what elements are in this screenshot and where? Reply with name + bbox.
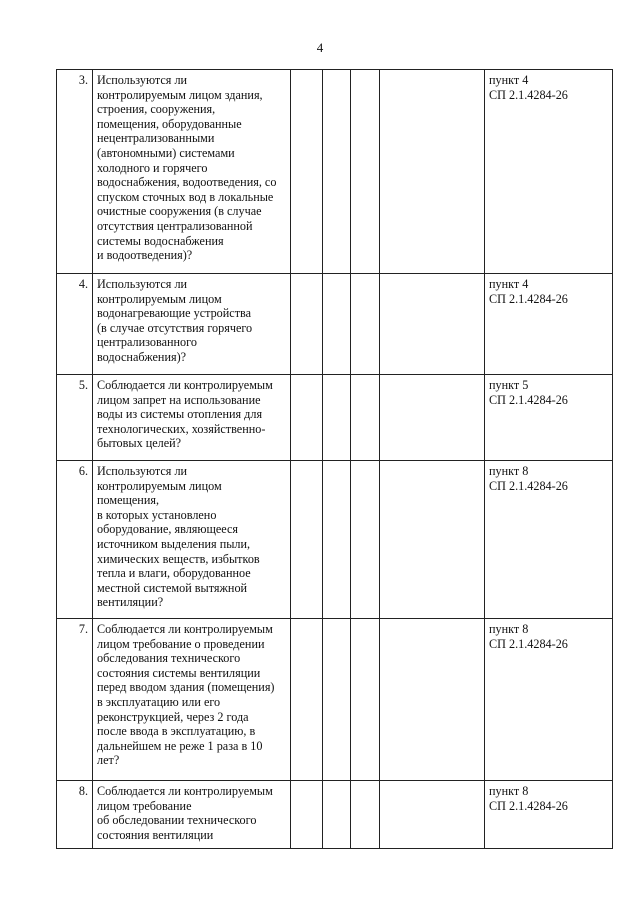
answer-cell-yes [291,274,323,375]
answer-cell-na [351,781,380,849]
comment-cell [380,375,485,461]
question-text: Используются ли контролируемым лицом помещения, в которых установлено оборудование, являющееся источником выделения пыли, химических веществ, избытков тепла и влаги, оборудованное местной системой вытяжной вентиляции? [93,461,291,619]
row-number: 6. [57,461,93,619]
answer-cell-yes [291,619,323,781]
table-row [57,375,613,461]
requirement-reference: пункт 4 СП 2.1.4284-26 [485,274,613,375]
answer-cell-yes [291,461,323,619]
comment-cell [380,70,485,274]
page-number: 4 [316,40,324,55]
requirement-reference: пункт 8 СП 2.1.4284-26 [485,619,613,781]
requirement-reference: пункт 5 СП 2.1.4284-26 [485,375,613,461]
comment-cell [380,619,485,781]
answer-cell-na [351,274,380,375]
question-text: Используются ли контролируемым лицом водонагревающие устройства (в случае отсутствия горячего централизованного водоснабжения)? [93,274,291,375]
answer-cell-yes [291,375,323,461]
answer-cell-yes [291,781,323,849]
table-row [57,70,613,274]
requirement-reference: пункт 4 СП 2.1.4284-26 [485,70,613,274]
answer-cell-no [323,619,351,781]
row-number: 3. [57,70,93,274]
answer-cell-no [323,781,351,849]
answer-cell-na [351,461,380,619]
comment-cell [380,781,485,849]
row-number: 8. [57,781,93,849]
answer-cell-no [323,70,351,274]
comment-cell [380,461,485,619]
table-row [57,619,613,781]
answer-cell-no [323,375,351,461]
requirement-reference: пункт 8 СП 2.1.4284-26 [485,781,613,849]
answer-cell-na [351,619,380,781]
answer-cell-na [351,375,380,461]
answer-cell-na [351,70,380,274]
table-row [57,274,613,375]
answer-cell-no [323,274,351,375]
table-row [57,781,613,849]
comment-cell [380,274,485,375]
question-text: Соблюдается ли контролируемым лицом требование об обследовании технического состояния вентиляции [93,781,291,849]
table-row [57,461,613,619]
answer-cell-no [323,461,351,619]
question-text: Используются ли контролируемым лицом здания, строения, сооружения, помещения, оборудованные нецентрализованными (автономными) системами холодного и горячего водоснабжения, водоотведения, со спуском сточных вод в локальные очистные сооружения (в случае отсутствия централизованной системы водоснабжения и водоотведения)? [93,70,291,274]
answer-cell-yes [291,70,323,274]
row-number: 7. [57,619,93,781]
checklist-table [56,69,613,849]
question-text: Соблюдается ли контролируемым лицом требование о проведении обследования технического состояния системы вентиляции перед вводом здания (помещения) в эксплуатацию или его реконструкцией, через 2 года после ввода в эксплуатацию, в дальнейшем не реже 1 раза в 10 лет? [93,619,291,781]
question-text: Соблюдается ли контролируемым лицом запрет на использование воды из системы отопления для технологических, хозяйственно- бытовых целей? [93,375,291,461]
requirement-reference: пункт 8 СП 2.1.4284-26 [485,461,613,619]
row-number: 4. [57,274,93,375]
row-number: 5. [57,375,93,461]
